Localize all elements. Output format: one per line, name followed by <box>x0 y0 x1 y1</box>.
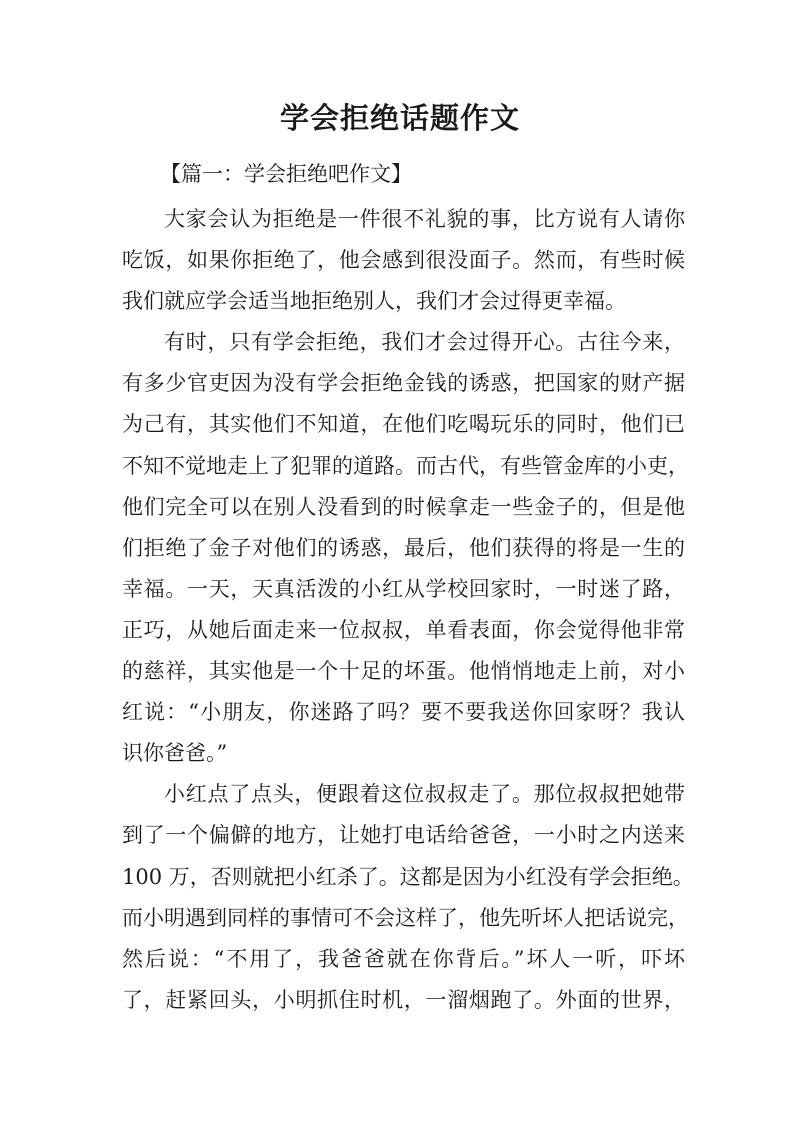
text-line: 不知不觉地走上了犯罪的道路。而古代，有些管金库的小吏， <box>122 453 689 478</box>
text-line: 然后说：“不用了，我爸爸就在你背后。”坏人一听，吓坏 <box>122 946 685 971</box>
text-line: 有时，只有学会拒绝，我们才会过得开心。古往今来， <box>164 330 685 355</box>
text-line: 而小明遇到同样的事情可不会这样了，他先听坏人把话说完， <box>122 905 689 930</box>
text-line: 的慈祥，其实他是一个十足的坏蛋。他悄悄地走上前，对小 <box>122 659 685 684</box>
paragraph-1 <box>122 199 685 322</box>
section-heading: 【篇一：学会拒绝吧作文】 <box>160 162 412 186</box>
text-line: 幸福。一天，天真活泼的小红从学校回家时，一时迷了路， <box>122 576 685 601</box>
text-line: 红说：“小朋友，你迷路了吗？要不要我送你回家呀？我认 <box>122 700 685 725</box>
text-line: 100 万，否则就把小红杀了。这都是因为小红没有学会拒绝。 <box>122 864 694 889</box>
text-line: 们拒绝了金子对他们的诱惑，最后，他们获得的将是一生的 <box>122 535 685 560</box>
text-line: 大家会认为拒绝是一件很不礼貌的事，比方说有人请你 <box>164 207 685 231</box>
paragraph-3 <box>122 774 694 1021</box>
text-line: 正巧，从她后面走来一位叔叔，单看表面，你会觉得他非常 <box>122 617 685 642</box>
text-line: 了，赶紧回头，小明抓住时机，一溜烟跑了。外面的世界， <box>122 987 685 1012</box>
text-line: 识你爸爸。” <box>122 741 228 766</box>
document-body <box>122 199 694 1021</box>
text-line: 有多少官吏因为没有学会拒绝金钱的诱惑，把国家的财产据 <box>122 371 685 396</box>
text-line: 我们就应学会适当地拒绝别人，我们才会过得更幸福。 <box>122 289 626 314</box>
text-line: 吃饭，如果你拒绝了，他会感到很没面子。然而，有些时候 <box>122 248 685 273</box>
text-line: 为己有，其实他们不知道，在他们吃喝玩乐的同时，他们已 <box>122 412 685 437</box>
text-line: 到了一个偏僻的地方，让她打电话给爸爸，一小时之内送来 <box>122 823 685 848</box>
text-line: 他们完全可以在别人没看到的时候拿走一些金子的，但是他 <box>122 494 685 519</box>
paragraph-2 <box>122 322 689 774</box>
document-title: 学会拒绝话题作文 <box>279 101 520 135</box>
text-line: 小红点了点头，便跟着这位叔叔走了。那位叔叔把她带 <box>164 782 685 807</box>
